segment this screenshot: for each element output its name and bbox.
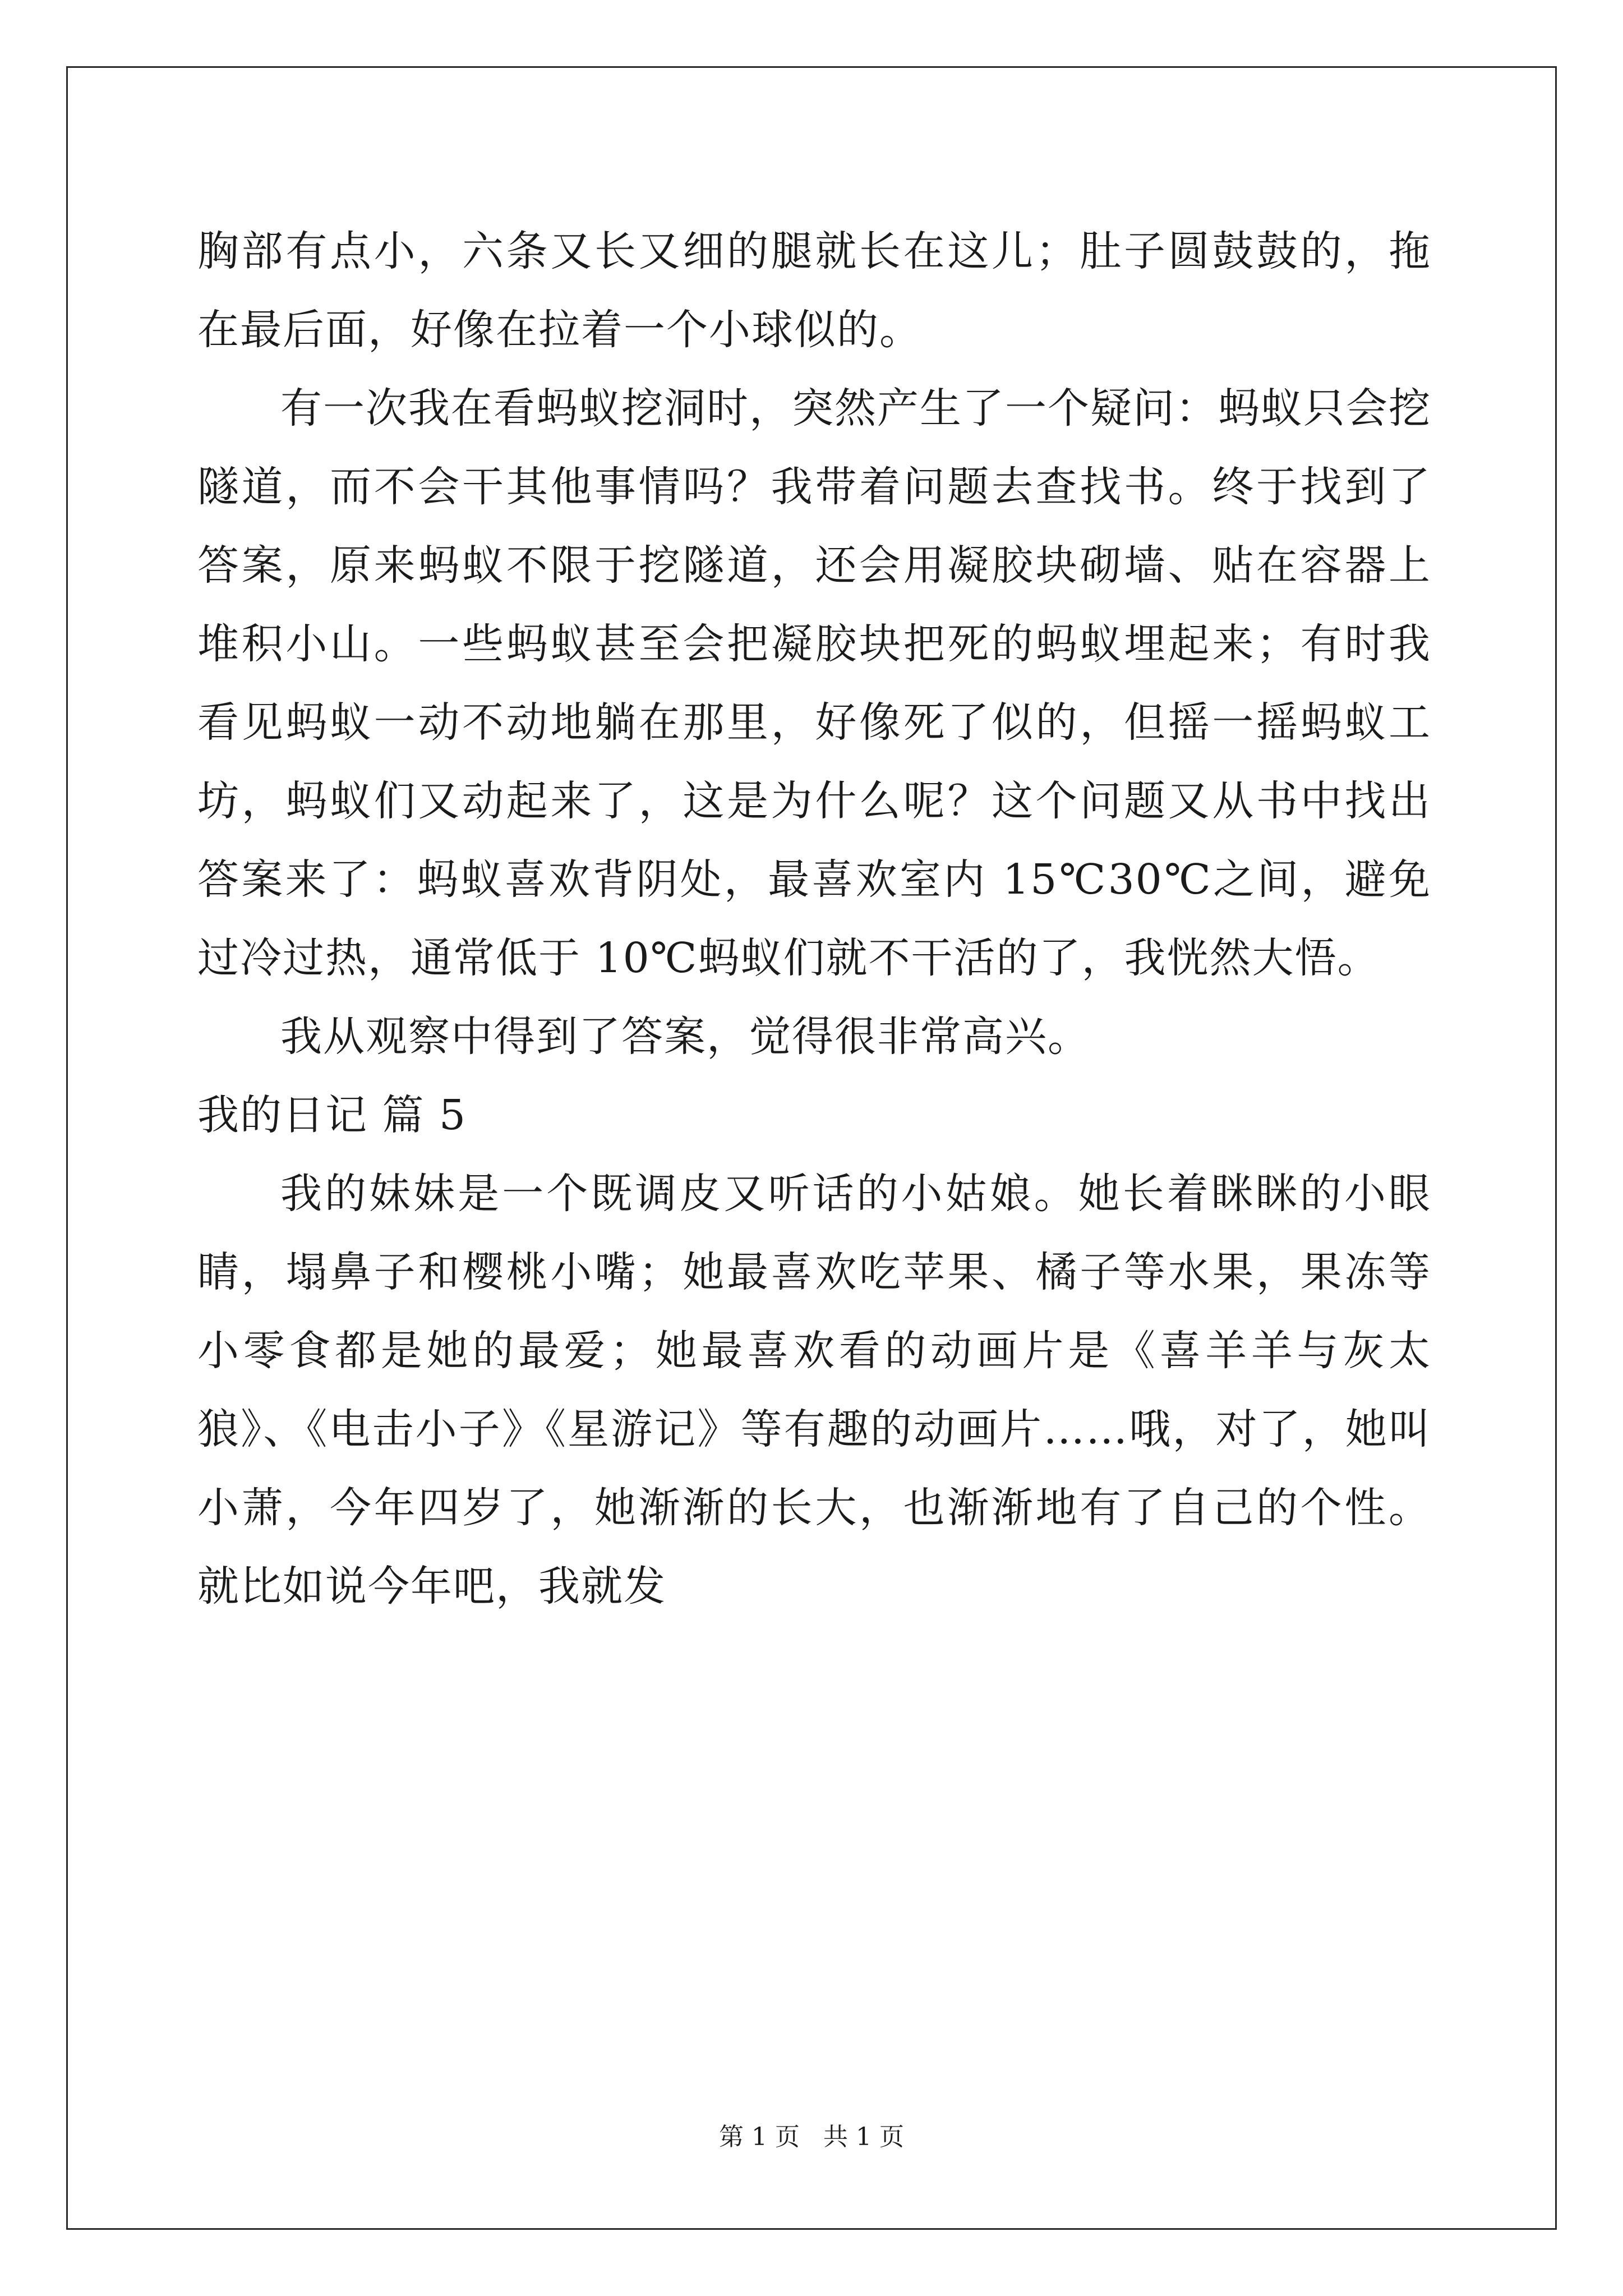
document-body — [197, 212, 1431, 1626]
paragraph-2: 有一次我在看蚂蚁挖洞时，突然产生了一个疑问：蚂蚁只会挖隧道，而不会干其他事情吗？我带着问题去查找书。终于找到了答案，原来蚂蚁不限于挖隧道，还会用凝胶块砌墙、贴在容器上堆积小山。一些蚂蚁甚至会把凝胶块把死的蚂蚁埋起来；有时我看见蚂蚁一动不动地躺在那里，好像死了似的，但摇一摇蚂蚁工坊，蚂蚁们又动起来了，这是为什么呢？这个问题又从书中找出答案来了：蚂蚁喜欢背阴处，最喜欢室内 15℃30℃之间，避免过冷过热，通常低于 10℃蚂蚁们就不干活的了，我恍然大悟。 — [197, 384, 1431, 982]
page-total: 共 1 页 — [823, 2123, 904, 2151]
paragraph-3: 我从观察中得到了答案，觉得很非常高兴。 — [280, 1013, 1090, 1061]
footer-gap — [800, 2123, 823, 2151]
page-number: 第 1 页 — [719, 2123, 800, 2151]
paragraph-4: 我的妹妹是一个既调皮又听话的小姑娘。她长着眯眯的小眼睛，塌鼻子和樱桃小嘴；她最喜欢吃苹果、橘子等水果，果冻等小零食都是她的最爱；她最喜欢看的动画片是《喜羊羊与灰太狼》、《电击小子》《星游记》等有趣的动画片……哦，对了，她叫小萧，今年四岁了，她渐渐的长大，也渐渐地有了自己的个性。就比如说今年吧，我就发 — [197, 1170, 1431, 1611]
section-heading: 我的日记 篇 5 — [197, 1091, 467, 1139]
paragraph-1: 胸部有点小，六条又长又细的腿就长在这儿；肚子圆鼓鼓的，拖在最后面，好像在拉着一个小球似的。 — [197, 227, 1431, 354]
page-footer — [0, 2120, 1623, 2154]
